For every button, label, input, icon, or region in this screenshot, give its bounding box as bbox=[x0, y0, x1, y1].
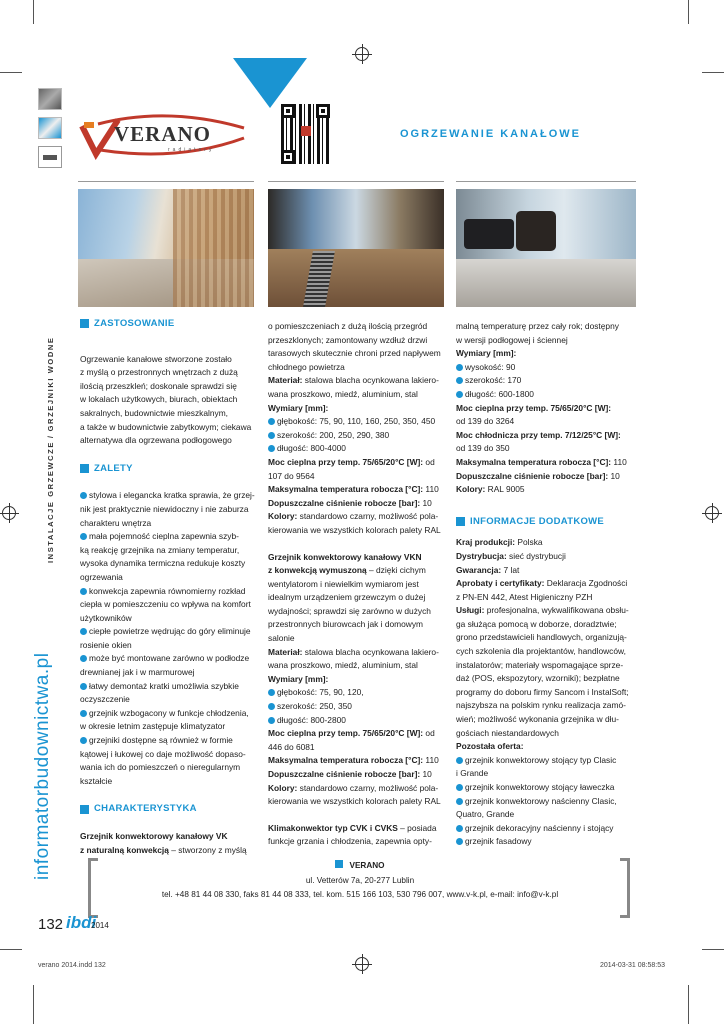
sidebar-category-text: INSTALACJE GRZEWCZE/GRZEJNIKI WODNE bbox=[46, 336, 55, 563]
vkn-desc: – dzięki cichym bbox=[366, 565, 426, 576]
bullet-dot-icon bbox=[456, 364, 463, 371]
text-line: Ogrzewanie kanałowe stworzone zostało bbox=[80, 353, 232, 364]
list-item-text: ką reakcję grzejnika na zmiany temperatur, bbox=[80, 544, 240, 555]
country-label: Kraj produkcji: bbox=[456, 537, 516, 548]
list-item bbox=[80, 557, 260, 571]
dimensions-label: Wymiary [mm]: bbox=[268, 673, 329, 684]
list-item-text: ogrzewania bbox=[80, 571, 123, 582]
bullet-dot-icon bbox=[456, 838, 463, 845]
section-title: ZASTOSOWANIE bbox=[94, 318, 175, 329]
text-line: ga służąca pomocą w doborze, doradztwie; bbox=[456, 618, 617, 629]
section-square-icon bbox=[80, 319, 89, 328]
cooling-label: Moc chłodnicza przy temp. 7/12/25°C [W]: bbox=[456, 429, 621, 440]
verano-logo bbox=[78, 110, 248, 160]
services-label: Usługi: bbox=[456, 605, 485, 616]
vk-description bbox=[268, 320, 448, 374]
list-item bbox=[80, 748, 260, 762]
zalety-list bbox=[80, 489, 260, 788]
warranty-value: 7 lat bbox=[501, 564, 520, 575]
vkn-subtitle: z konwekcją wymuszoną bbox=[268, 565, 367, 576]
footer-address: ul. Vetterów 7a, 20-277 Lublin bbox=[305, 876, 415, 885]
section-square-icon bbox=[456, 517, 465, 526]
section-square-icon bbox=[80, 805, 89, 814]
list-item bbox=[80, 625, 260, 639]
certificates-label: Aprobaty i certyfikaty: bbox=[456, 578, 545, 589]
crop-mark bbox=[688, 0, 689, 24]
colors-label: Kolory: bbox=[268, 782, 298, 793]
company-name: VERANO bbox=[349, 861, 385, 870]
list-item-text: i Grande bbox=[456, 768, 489, 779]
list-item-text: użytkowników bbox=[80, 612, 132, 623]
text-line: tarasowych skutecznie chroni przed napływem bbox=[268, 348, 441, 359]
dimension-item bbox=[268, 415, 448, 429]
dimension-item-text: głębokość: 75, 90, 110, 160, 250, 350, 450 bbox=[277, 416, 436, 427]
text-line: malną temperaturę przez cały rok; dostępny bbox=[456, 321, 619, 331]
list-item-text: mała pojemność cieplna zapewnia szyb- bbox=[89, 531, 239, 542]
vk-title: Grzejnik konwektorowy kanałowy VK bbox=[80, 831, 228, 841]
list-item bbox=[80, 530, 260, 544]
max-temp-label: Maksymalna temperatura robocza [°C]: bbox=[268, 755, 424, 766]
dimension-item-text: długość: 800-4000 bbox=[277, 443, 346, 454]
list-item bbox=[456, 822, 641, 836]
crop-mark bbox=[702, 949, 724, 950]
dimensions-label: Wymiary [mm]: bbox=[456, 348, 517, 359]
text-line: gościach niestandardowych bbox=[456, 727, 559, 738]
bullet-dot-icon bbox=[80, 533, 87, 540]
list-item bbox=[456, 754, 641, 768]
section-informacje bbox=[456, 515, 641, 529]
dimension-item bbox=[268, 700, 448, 714]
distribution-value: sieć dystrybucji bbox=[506, 550, 566, 561]
text-line: alternatywa dla ogrzewana podłogowego bbox=[80, 435, 232, 446]
list-item-text: może być montowane zarówno w podłodze bbox=[89, 653, 250, 664]
dimensions-label: Wymiary [mm]: bbox=[268, 402, 329, 413]
services-text bbox=[456, 618, 641, 740]
text-line: sakralnych, budownictwie mieszkalnym, bbox=[80, 407, 229, 418]
power-value: 107 do 9564 bbox=[268, 470, 315, 481]
list-item-text: stylowa i elegancka kratka sprawia, że grzej- bbox=[89, 490, 255, 501]
photo-corridor bbox=[78, 189, 254, 307]
other-offer-list bbox=[456, 754, 641, 849]
list-item bbox=[456, 835, 641, 849]
colors-value: standardowo czarny, możliwość pola- bbox=[297, 782, 439, 793]
list-item-text: grzejnik dekoracyjny naścienny i stojący bbox=[465, 822, 614, 833]
power-label: Moc cieplna przy temp. 75/65/20°C [W]: bbox=[456, 402, 612, 413]
klima-description bbox=[456, 320, 641, 347]
max-pressure-value: 10 bbox=[420, 497, 432, 508]
klima-desc: – posiada bbox=[397, 822, 437, 833]
list-item bbox=[80, 761, 260, 775]
dimension-item-text: szerokość: 250, 350 bbox=[277, 701, 352, 712]
material-label: Materiał: bbox=[268, 375, 303, 386]
registration-mark-bottom bbox=[355, 957, 369, 971]
logo-subtext: radiatory bbox=[168, 147, 215, 153]
list-item bbox=[80, 517, 260, 531]
text-line: wydajności; sprawdzi się zarówno w dużych bbox=[268, 605, 431, 616]
power-value: od bbox=[423, 456, 435, 467]
colors-value: kierowania we wszystkich kolorach palety RAL bbox=[268, 524, 441, 535]
column-1 bbox=[80, 317, 260, 857]
list-item-text: konwekcja zapewnia równomierny rozkład bbox=[89, 585, 246, 596]
sidebar-category-icon bbox=[38, 88, 62, 110]
power-value: od 139 do 3264 bbox=[456, 416, 515, 427]
footer-square-icon bbox=[335, 860, 343, 868]
colors-label: Kolory: bbox=[268, 511, 298, 522]
list-item bbox=[80, 707, 260, 721]
list-item-text: kątowej i łukowej co daje możliwość dopaso- bbox=[80, 748, 246, 759]
text-line: najszybsza na polskim rynku realizacja zamó- bbox=[456, 700, 626, 711]
page-title: OGRZEWANIE KANAŁOWE bbox=[400, 128, 581, 140]
crop-mark bbox=[0, 72, 22, 73]
footer-company bbox=[80, 860, 640, 870]
text-line: ilością przeszkleń; doskonale sprawdzi się bbox=[80, 380, 237, 391]
bullet-dot-icon bbox=[80, 737, 87, 744]
list-item bbox=[80, 585, 260, 599]
max-temp-label: Maksymalna temperatura robocza [°C]: bbox=[456, 456, 612, 467]
photo-grille-floor bbox=[268, 189, 444, 307]
footer-contact: tel. +48 81 44 08 330, faks 81 44 08 333, tel. kom. 515 166 103, 530 796 007, www.v-k.pl, e-mail: info@v-k.pl bbox=[161, 890, 559, 899]
section-charakterystyka bbox=[80, 802, 260, 816]
colors-value: kierowania we wszystkich kolorach palety RAL bbox=[268, 796, 441, 807]
vkn-description bbox=[268, 578, 448, 646]
sidebar-heating-icon bbox=[38, 146, 62, 168]
bullet-dot-icon bbox=[80, 588, 87, 595]
other-offer-label: Pozostała oferta: bbox=[456, 741, 524, 752]
header-divider bbox=[78, 181, 254, 182]
power-value: od bbox=[423, 728, 435, 739]
list-item bbox=[456, 781, 641, 795]
max-pressure-value: 10 bbox=[608, 470, 620, 481]
list-item bbox=[80, 612, 260, 626]
zastosowanie-text bbox=[80, 353, 260, 448]
sidebar-category: INSTALACJE GRZEWCZE bbox=[46, 441, 55, 563]
cooling-value: od 139 do 350 bbox=[456, 443, 510, 454]
list-item bbox=[456, 767, 641, 781]
list-item-text: ciepła w pomieszczeniu co wpływa na komfort bbox=[80, 599, 251, 610]
list-item bbox=[80, 489, 260, 503]
sidebar-site-url: informatorbudownictwa.pl bbox=[32, 652, 53, 880]
bullet-dot-icon bbox=[456, 784, 463, 791]
max-temp-value: 110 bbox=[611, 456, 627, 467]
power-value: 446 do 6081 bbox=[268, 741, 315, 752]
crop-mark bbox=[0, 949, 22, 950]
colors-value: RAL 9005 bbox=[485, 484, 525, 495]
colors-value: standardowo czarny, możliwość pola- bbox=[297, 511, 439, 522]
max-pressure-label: Dopuszczalne ciśnienie robocze [bar]: bbox=[268, 769, 421, 779]
warranty-label: Gwarancja: bbox=[456, 564, 502, 575]
photo-showroom-car bbox=[456, 189, 636, 307]
list-item-text: drewnianej jak i w marmurowej bbox=[80, 667, 195, 678]
crop-mark bbox=[33, 0, 34, 24]
bullet-dot-icon bbox=[80, 683, 87, 690]
max-pressure-label: Dopuszczalne ciśnienie robocze [bar]: bbox=[456, 470, 609, 481]
list-item-text: charakteru wnętrza bbox=[80, 517, 152, 528]
text-line: daż (POS, ekspozytory, wzorniki); bezpłatne bbox=[456, 673, 620, 684]
list-item-text: grzejnik konwektorowy naścienny Clasic, bbox=[465, 795, 617, 806]
max-pressure-value: 10 bbox=[420, 769, 432, 779]
list-item bbox=[456, 795, 641, 809]
material-value: wana proszkowo, miedź, aluminium, stal bbox=[268, 660, 418, 671]
bullet-dot-icon bbox=[268, 418, 275, 425]
text-line: chłodnego powietrza bbox=[268, 361, 345, 372]
column-3 bbox=[456, 320, 641, 849]
text-line: instalatorów; materiały wspomagające sprze- bbox=[456, 659, 624, 670]
dimension-item-text: długość: 600-1800 bbox=[465, 388, 534, 399]
list-item-text: nik jest praktycznie niewidoczny i nie zaburza bbox=[80, 503, 249, 514]
bullet-dot-icon bbox=[268, 703, 275, 710]
bullet-dot-icon bbox=[456, 377, 463, 384]
text-line: wentylatorom i niewielkim wymiarom jest bbox=[268, 578, 419, 589]
distribution-label: Dystrybucja: bbox=[456, 550, 507, 561]
list-item-text: łatwy demontaż kratki umożliwia szybkie bbox=[89, 680, 239, 691]
dimension-item bbox=[268, 429, 448, 443]
vk-dimensions bbox=[268, 415, 448, 456]
bullet-dot-icon bbox=[456, 391, 463, 398]
list-item-text: grzejnik wzbogacony w funkcje chłodzenia, bbox=[89, 707, 249, 718]
list-item-text: grzejnik konwektorowy stojący ławeczka bbox=[465, 782, 615, 792]
list-item bbox=[80, 720, 260, 734]
vk-desc: – stworzony z myślą bbox=[168, 844, 247, 855]
section-zastosowanie bbox=[80, 317, 260, 331]
material-label: Materiał: bbox=[268, 646, 303, 657]
page-number: 132 bbox=[38, 916, 64, 933]
certificates-value: z PN-EN 442, Atest Higieniczny PZH bbox=[456, 591, 593, 602]
bullet-dot-icon bbox=[456, 825, 463, 832]
dimension-item-text: długość: 800-2800 bbox=[277, 714, 346, 725]
registration-mark-top bbox=[355, 47, 369, 61]
dimension-item bbox=[456, 361, 641, 375]
text-line: salonie bbox=[268, 633, 295, 644]
text-line: cych szkolenia dla projektantów, handlowców, bbox=[456, 646, 626, 657]
vk-subtitle: z naturalną konwekcją bbox=[80, 844, 169, 855]
list-item-text: grzejnik fasadowy bbox=[465, 836, 532, 847]
text-line: idealnym urządzeniem grzewczym o dużej bbox=[268, 592, 426, 603]
list-item-text: ciepłe powietrze wędrując do góry eliminuje bbox=[89, 626, 251, 637]
slug-date: 2014-03-31 08:58:53 bbox=[600, 962, 665, 969]
max-temp-label: Maksymalna temperatura robocza [°C]: bbox=[268, 484, 424, 495]
header-triangle bbox=[233, 58, 307, 108]
dimension-item-text: szerokość: 170 bbox=[465, 375, 522, 386]
text-line: grono przedstawicieli handlowych, organizują- bbox=[456, 632, 627, 643]
text-line: programy do doboru firmy Sancom i InstalSoft; bbox=[456, 686, 629, 697]
dimension-item bbox=[456, 374, 641, 388]
list-item bbox=[80, 734, 260, 748]
services-value: profesjonalna, wykwalifikowana obsłu- bbox=[484, 605, 629, 616]
power-label: Moc cieplna przy temp. 75/65/20°C [W]: bbox=[268, 456, 424, 467]
max-pressure-label: Dopuszczalne ciśnienie robocze [bar]: bbox=[268, 497, 421, 508]
column-2 bbox=[268, 320, 448, 849]
list-item-text: oczyszczenie bbox=[80, 694, 130, 705]
bullet-dot-icon bbox=[268, 689, 275, 696]
text-line: a także w budownictwie zabytkowym; ciekawa bbox=[80, 421, 252, 432]
registration-mark-left bbox=[2, 506, 16, 520]
brand-logo: ibdi bbox=[66, 913, 97, 932]
section-square-icon bbox=[80, 464, 89, 473]
dimension-item-text: wysokość: 90 bbox=[465, 361, 516, 372]
power-label: Moc cieplna przy temp. 75/65/20°C [W]: bbox=[268, 728, 424, 739]
max-temp-value: 110 bbox=[423, 755, 439, 766]
list-item-text: wania ich do pomieszczeń o nieregularnym bbox=[80, 762, 241, 773]
bullet-dot-icon bbox=[80, 655, 87, 662]
vkn-dimensions bbox=[268, 686, 448, 727]
header-divider bbox=[268, 181, 444, 182]
section-title: INFORMACJE DODATKOWE bbox=[470, 515, 605, 527]
klima-dimensions bbox=[456, 361, 641, 402]
list-item-text: grzejniki dostępne są również w formie bbox=[89, 735, 233, 746]
text-line: o pomieszczeniach z dużą ilością przegród bbox=[268, 321, 428, 331]
list-item bbox=[80, 571, 260, 585]
list-item-text: grzejnik konwektorowy stojący typ Clasic bbox=[465, 754, 617, 765]
dimension-item bbox=[456, 388, 641, 402]
certificates-value: Deklaracja Zgodności bbox=[544, 578, 628, 589]
list-item-text: kształcie bbox=[80, 775, 113, 786]
text-line: z myślą o przestronnych wnętrzach z dużą bbox=[80, 367, 238, 378]
slug-file: verano 2014.indd 132 bbox=[38, 962, 106, 969]
material-value: wana proszkowo, miedź, aluminium, stal bbox=[268, 388, 418, 399]
dimension-item-text: szerokość: 200, 250, 290, 380 bbox=[277, 429, 390, 440]
dimension-item bbox=[268, 442, 448, 456]
bullet-dot-icon bbox=[456, 757, 463, 764]
dimension-item bbox=[268, 714, 448, 728]
crop-mark bbox=[702, 72, 724, 73]
section-zalety bbox=[80, 462, 260, 476]
dimension-item-text: głębokość: 75, 90, 120, bbox=[277, 687, 364, 698]
page-year: 2014 bbox=[91, 921, 109, 930]
bullet-dot-icon bbox=[268, 717, 275, 724]
material-value: stalowa blacha ocynkowana lakiero- bbox=[302, 646, 439, 657]
klima-desc: funkcje grzania i chłodzenia, zapewnia opty- bbox=[268, 836, 432, 847]
bullet-dot-icon bbox=[268, 432, 275, 439]
text-line: przestronnych biurowcach jak i domowym bbox=[268, 619, 423, 630]
text-line: przeszklonych; zamontowany wzdłuż drzwi bbox=[268, 334, 428, 345]
text-line: w wersji podłogowej i ściennej bbox=[456, 334, 568, 345]
registration-mark-right bbox=[705, 506, 719, 520]
list-item-text: wysoka dynamika termiczna redukuje koszty bbox=[80, 558, 246, 569]
section-title: ZALETY bbox=[94, 462, 133, 474]
text-line: wień; możliwość wykonania grzejnika w dłu- bbox=[456, 714, 619, 725]
crop-mark bbox=[33, 985, 34, 1024]
text-line: w lokalach użytkowych, biurach, obiektach bbox=[80, 394, 238, 405]
sidebar-radiator-icon bbox=[38, 117, 62, 139]
list-item bbox=[80, 680, 260, 694]
bullet-dot-icon bbox=[268, 445, 275, 452]
logo-text: VERANO bbox=[114, 122, 212, 146]
list-item-text: rosienie okien bbox=[80, 639, 132, 650]
list-item bbox=[80, 598, 260, 612]
qr-code bbox=[281, 104, 330, 164]
material-value: stalowa blacha ocynkowana lakiero- bbox=[302, 375, 439, 386]
crop-mark bbox=[688, 985, 689, 1024]
section-title: CHARAKTERYSTYKA bbox=[94, 803, 197, 815]
klima-title: Klimakonwektor typ CVK i CVKS bbox=[268, 822, 398, 833]
list-item bbox=[80, 544, 260, 558]
bullet-dot-icon bbox=[456, 798, 463, 805]
bullet-dot-icon bbox=[80, 710, 87, 717]
list-item bbox=[80, 639, 260, 653]
dimension-item bbox=[268, 686, 448, 700]
list-item-text: w okresie letnim zastępuje klimatyzator bbox=[80, 721, 226, 732]
header-divider bbox=[456, 181, 636, 182]
list-item-text: Quatro, Grande bbox=[456, 809, 515, 820]
list-item bbox=[80, 652, 260, 666]
list-item bbox=[80, 666, 260, 680]
max-temp-value: 110 bbox=[423, 484, 439, 495]
bullet-dot-icon bbox=[80, 492, 87, 499]
list-item bbox=[80, 693, 260, 707]
list-item bbox=[456, 808, 641, 822]
vkn-title: Grzejnik konwektorowy kanałowy VKN bbox=[268, 551, 422, 562]
colors-label: Kolory: bbox=[456, 484, 486, 495]
sidebar-subcategory: GRZEJNIKI WODNE bbox=[46, 336, 55, 432]
country-value: Polska bbox=[515, 537, 543, 548]
bullet-dot-icon bbox=[80, 628, 87, 635]
list-item bbox=[80, 775, 260, 789]
list-item bbox=[80, 503, 260, 517]
